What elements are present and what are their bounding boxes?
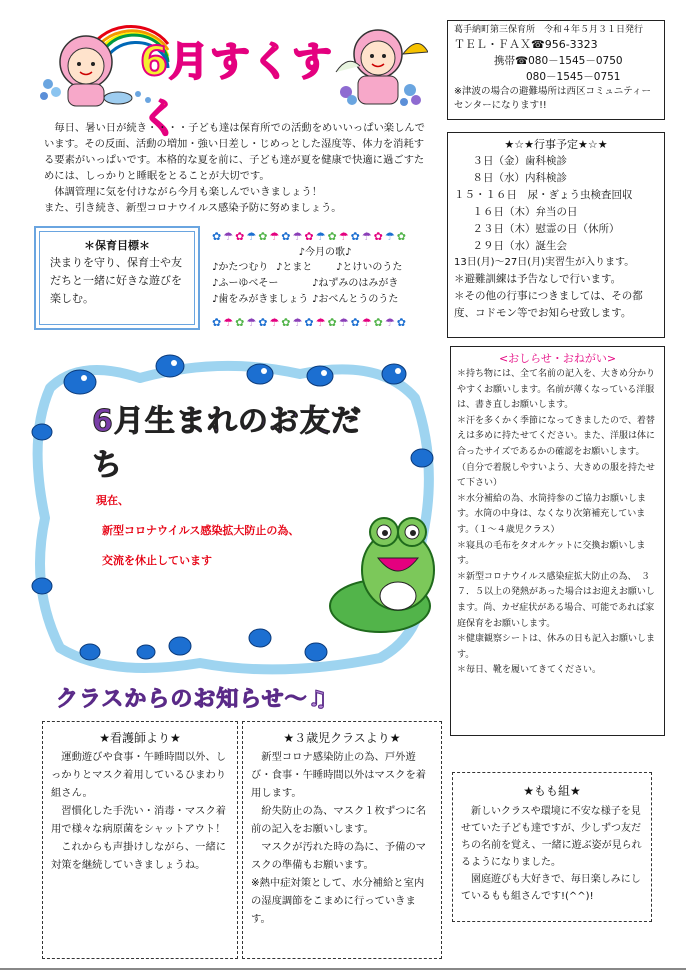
- class-news-title: クラスからのお知らせ～♫: [56, 687, 329, 712]
- notice-item: ＊健康観察シートは、休みの日も記入お願いします。: [457, 634, 656, 660]
- page-bottom-border: [0, 968, 686, 970]
- song-item: ♪とけいのうた: [336, 262, 403, 273]
- momo-text: 新しいクラスや環境に不安な様子を見せていた子ども達ですが、少しずつ友だちの名前を覚え、一緒に遊ぶ姿が見られるようになりました。 園庭遊びも大好きで、毎日楽しみにしているもも組さんです!(^^)!: [461, 806, 642, 902]
- event-item: ８日（水）内科検診: [462, 172, 567, 184]
- intro-text: 毎日、暑い日が続き・・・・子ども達は保育所での活動をめいいっぱい楽しんでいます。その反面、活動の増加・強い日差し・じめっとした湿度等、体力を消耗する要素がいっぱいです。本格的な夏を前に、子ども達が夏を健康で快適に過ごすためには、しっかりと睡眠をとることが大切です。 体調管理に気を付けながら今月も楽しんでいきましょう！ また、引き続き、新型コロナウイルス感染予防に努めましょう。: [44, 122, 425, 214]
- notice-item: ＊持ち物には、全て名前の記入を、大きめ分かりやすくお願いします。名前が薄くなっている洋服は、書き直しお願いします。: [457, 369, 656, 411]
- age3-text: 新型コロナ感染防止の為、戸外遊び・食事・午睡時間以外はマスクを着用します。 紛失防止の為、マスク１枚ずつに名前の記入をお願いします。 マスクが汚れた時の為に、予備のマスクの準備もお願います。 ※熱中症対策として、水分補給と室内の湿度調節をこまめに行っていきます。: [251, 751, 427, 925]
- song-item: ♪ふーゆべそー: [212, 278, 279, 289]
- contact-box: [447, 20, 665, 120]
- evacuation-note: ※津波の場合の避難場所は西区コミュニティーセンターになります!!: [454, 86, 652, 111]
- events-box: [447, 132, 665, 338]
- goal-heading: ＊保育目標＊: [84, 239, 150, 252]
- goal-box: [39, 231, 195, 325]
- event-item: ３日（金）歯科検診: [462, 155, 567, 167]
- momo-class-box: [452, 772, 652, 922]
- songs-heading: ♪今月の歌♪: [298, 247, 352, 258]
- event-item: 13日(月)～27日(月)実習生が入ります。: [454, 257, 635, 268]
- event-item: ２９日（水）誕生会: [462, 240, 567, 252]
- songs-list: [212, 260, 438, 308]
- notice-line: 交流を休止しています: [102, 554, 212, 567]
- publisher-line: 葛手納町第三保育所 令和４年５月３１日発行: [454, 25, 644, 35]
- song-item: ♪歯をみがきましょう: [212, 294, 309, 305]
- tel-fax: ＴＥＬ・ＦＡＸ☎956-3323: [454, 38, 598, 51]
- event-item: ＊その他の行事につきましては、その都度、コドモン等でお知らせ致します。: [454, 290, 643, 319]
- notice-item: ＊水分補給の為、水筒持参のご協力お願いします。水筒の中身は、なくなり次第補充しています。（１～４歳児クラス）: [457, 493, 647, 535]
- event-item: １５・１６日 尿・ぎょう虫検査回収: [454, 189, 633, 201]
- notice-item: （自分で着脱しやすいよう、大きめの服を持たせて下さい）: [457, 462, 656, 489]
- notices-heading: <おしらせ・おねがい>: [498, 352, 617, 365]
- songs-decor-top: ✿ ☂ ✿ ☂ ✿ ☂ ✿ ☂ ✿ ☂ ✿ ☂ ✿ ☂ ✿ ☂ ✿: [212, 230, 406, 243]
- notice-item: ＊寝具の毛布をタオルケットに交換お願いします。: [457, 540, 646, 567]
- mobile-number-2: 080－1545－0751: [526, 71, 621, 83]
- event-item: １６日（木）弁当の日: [462, 206, 578, 218]
- song-item: ♪ねずみのはみがき: [312, 278, 399, 289]
- event-item: ２３日（木）慰霊の日（休所）: [462, 223, 620, 235]
- notice-item: ＊新型コロナウイルス感染症拡大防止の為、 ３７．５以上の発熱があった場合はお迎えお願いします。尚、カゼ症状がある場合、可能であれば家庭保育をお願いします。: [457, 571, 655, 629]
- birthday-title: 6月生まれのお友だち: [92, 404, 362, 483]
- nurse-box: [42, 721, 238, 959]
- momo-heading: ★もも組★: [523, 784, 581, 798]
- age3-class-box: [242, 721, 442, 959]
- goal-text: 決まりを守り、保育士や友だちと一緒に好きな遊びを楽しむ。: [50, 256, 182, 305]
- songs-decor-bottom: ✿ ☂ ✿ ☂ ✿ ☂ ✿ ☂ ✿ ☂ ✿ ☂ ✿ ☂ ✿ ☂ ✿: [212, 316, 406, 329]
- song-item: ♪かたつむり: [212, 262, 269, 273]
- goal-box-frame: [34, 226, 200, 330]
- notice-line: 新型コロナウイルス感染拡大防止の為、: [102, 524, 300, 537]
- notices-box: [450, 346, 665, 736]
- age3-heading: ★３歳児クラスより★: [283, 731, 401, 745]
- songs-box: [212, 246, 438, 314]
- nurse-text: 運動遊びや食事・午睡時間以外、しっかりとマスク着用しているひまわり組さん。 習慣化した手洗い・消毒・マスク着用で様々な病原菌をシャットアウト！ これからも声掛けしながら、一緒に対策を継続していきましょうね。: [51, 751, 227, 871]
- newsletter-title: 6月すくすく: [140, 39, 333, 142]
- event-item: ＊避難訓練は予告なしで行います。: [454, 273, 622, 285]
- nurse-heading: ★看護師より★: [99, 731, 181, 745]
- notice-item: ＊汗を多くかく季節になってきましたので、着替えは多めに持たせてください。また、洋服は体に合ったサイズであるかの確認をお願いします。: [457, 415, 656, 457]
- notice-line: 現在、: [96, 494, 129, 507]
- mobile-number-1: 携帯☎080－1545－0750: [494, 55, 623, 67]
- events-heading: ★☆★行事予定★☆★: [504, 138, 608, 151]
- song-item: ♪おべんとうのうた: [312, 294, 399, 305]
- song-item: ♪とまと: [276, 262, 313, 273]
- birthday-notice: [96, 486, 356, 576]
- notice-item: ＊毎日、靴を履いてきてください。: [457, 665, 602, 676]
